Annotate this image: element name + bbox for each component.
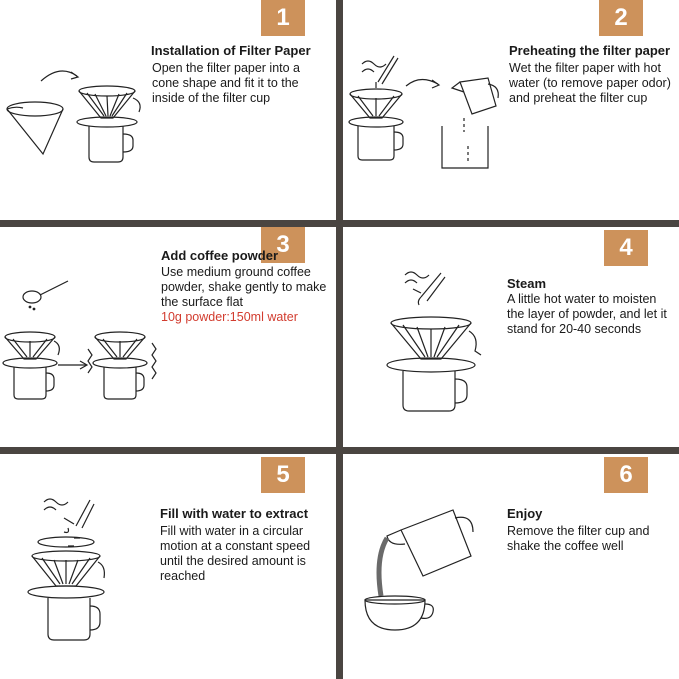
filter-paper-cone-and-dripper-icon [5,62,155,172]
step-3-number-badge: 3 [261,227,305,263]
spoon-and-shaking-dripper-icon [2,271,162,406]
step-5-description: Fill with water in a circular motion at a constant speed until the desired amount is reached [160,524,311,583]
kettle-pouring-into-container-icon [348,52,498,172]
step-1-panel [0,0,336,220]
step-3-title: Add coffee powder [161,248,279,263]
step-3-description: Use medium ground coffee powder, shake gently to make the surface flat [161,265,327,309]
step-4-title: Steam [507,276,547,291]
step-4-panel [343,227,679,447]
step-5-panel [0,454,336,679]
circular-pour-dripper-icon [28,494,148,644]
step-1-number-badge: 1 [261,0,305,36]
step-6-panel [343,454,679,679]
step-2-number-badge: 2 [599,0,643,36]
step-4-number-badge: 4 [604,230,648,266]
horizontal-divider-bottom [0,447,679,454]
step-2-title: Preheating the filter paper [509,43,671,58]
step-3-panel [0,227,336,447]
step-5-title: Fill with water to extract [160,506,309,521]
horizontal-divider-top [0,220,679,227]
step-3-ratio-note: 10g powder:150ml water [161,310,298,324]
step-6-description: Remove the filter cup and shake the coffee well [507,524,650,553]
step-1-description: Open the filter paper into a cone shape and fit it to the inside of the filter cup [152,61,301,105]
step-5-number-badge: 5 [261,457,305,493]
step-4-description: A little hot water to moisten the layer of powder, and let it stand for 20-40 seconds [507,292,667,336]
step-6-number-badge: 6 [604,457,648,493]
step-2-panel [343,0,679,220]
vertical-divider [336,0,343,679]
kettle-spout-and-dripper-icon [383,267,513,417]
step-2-description: Wet the filter paper with hot water (to remove paper odor) and preheat the filter cup [509,61,671,105]
step-1-title: Installation of Filter Paper [151,43,311,58]
pitcher-pouring-into-cup-icon [361,504,481,634]
step-6-title: Enjoy [507,506,543,521]
